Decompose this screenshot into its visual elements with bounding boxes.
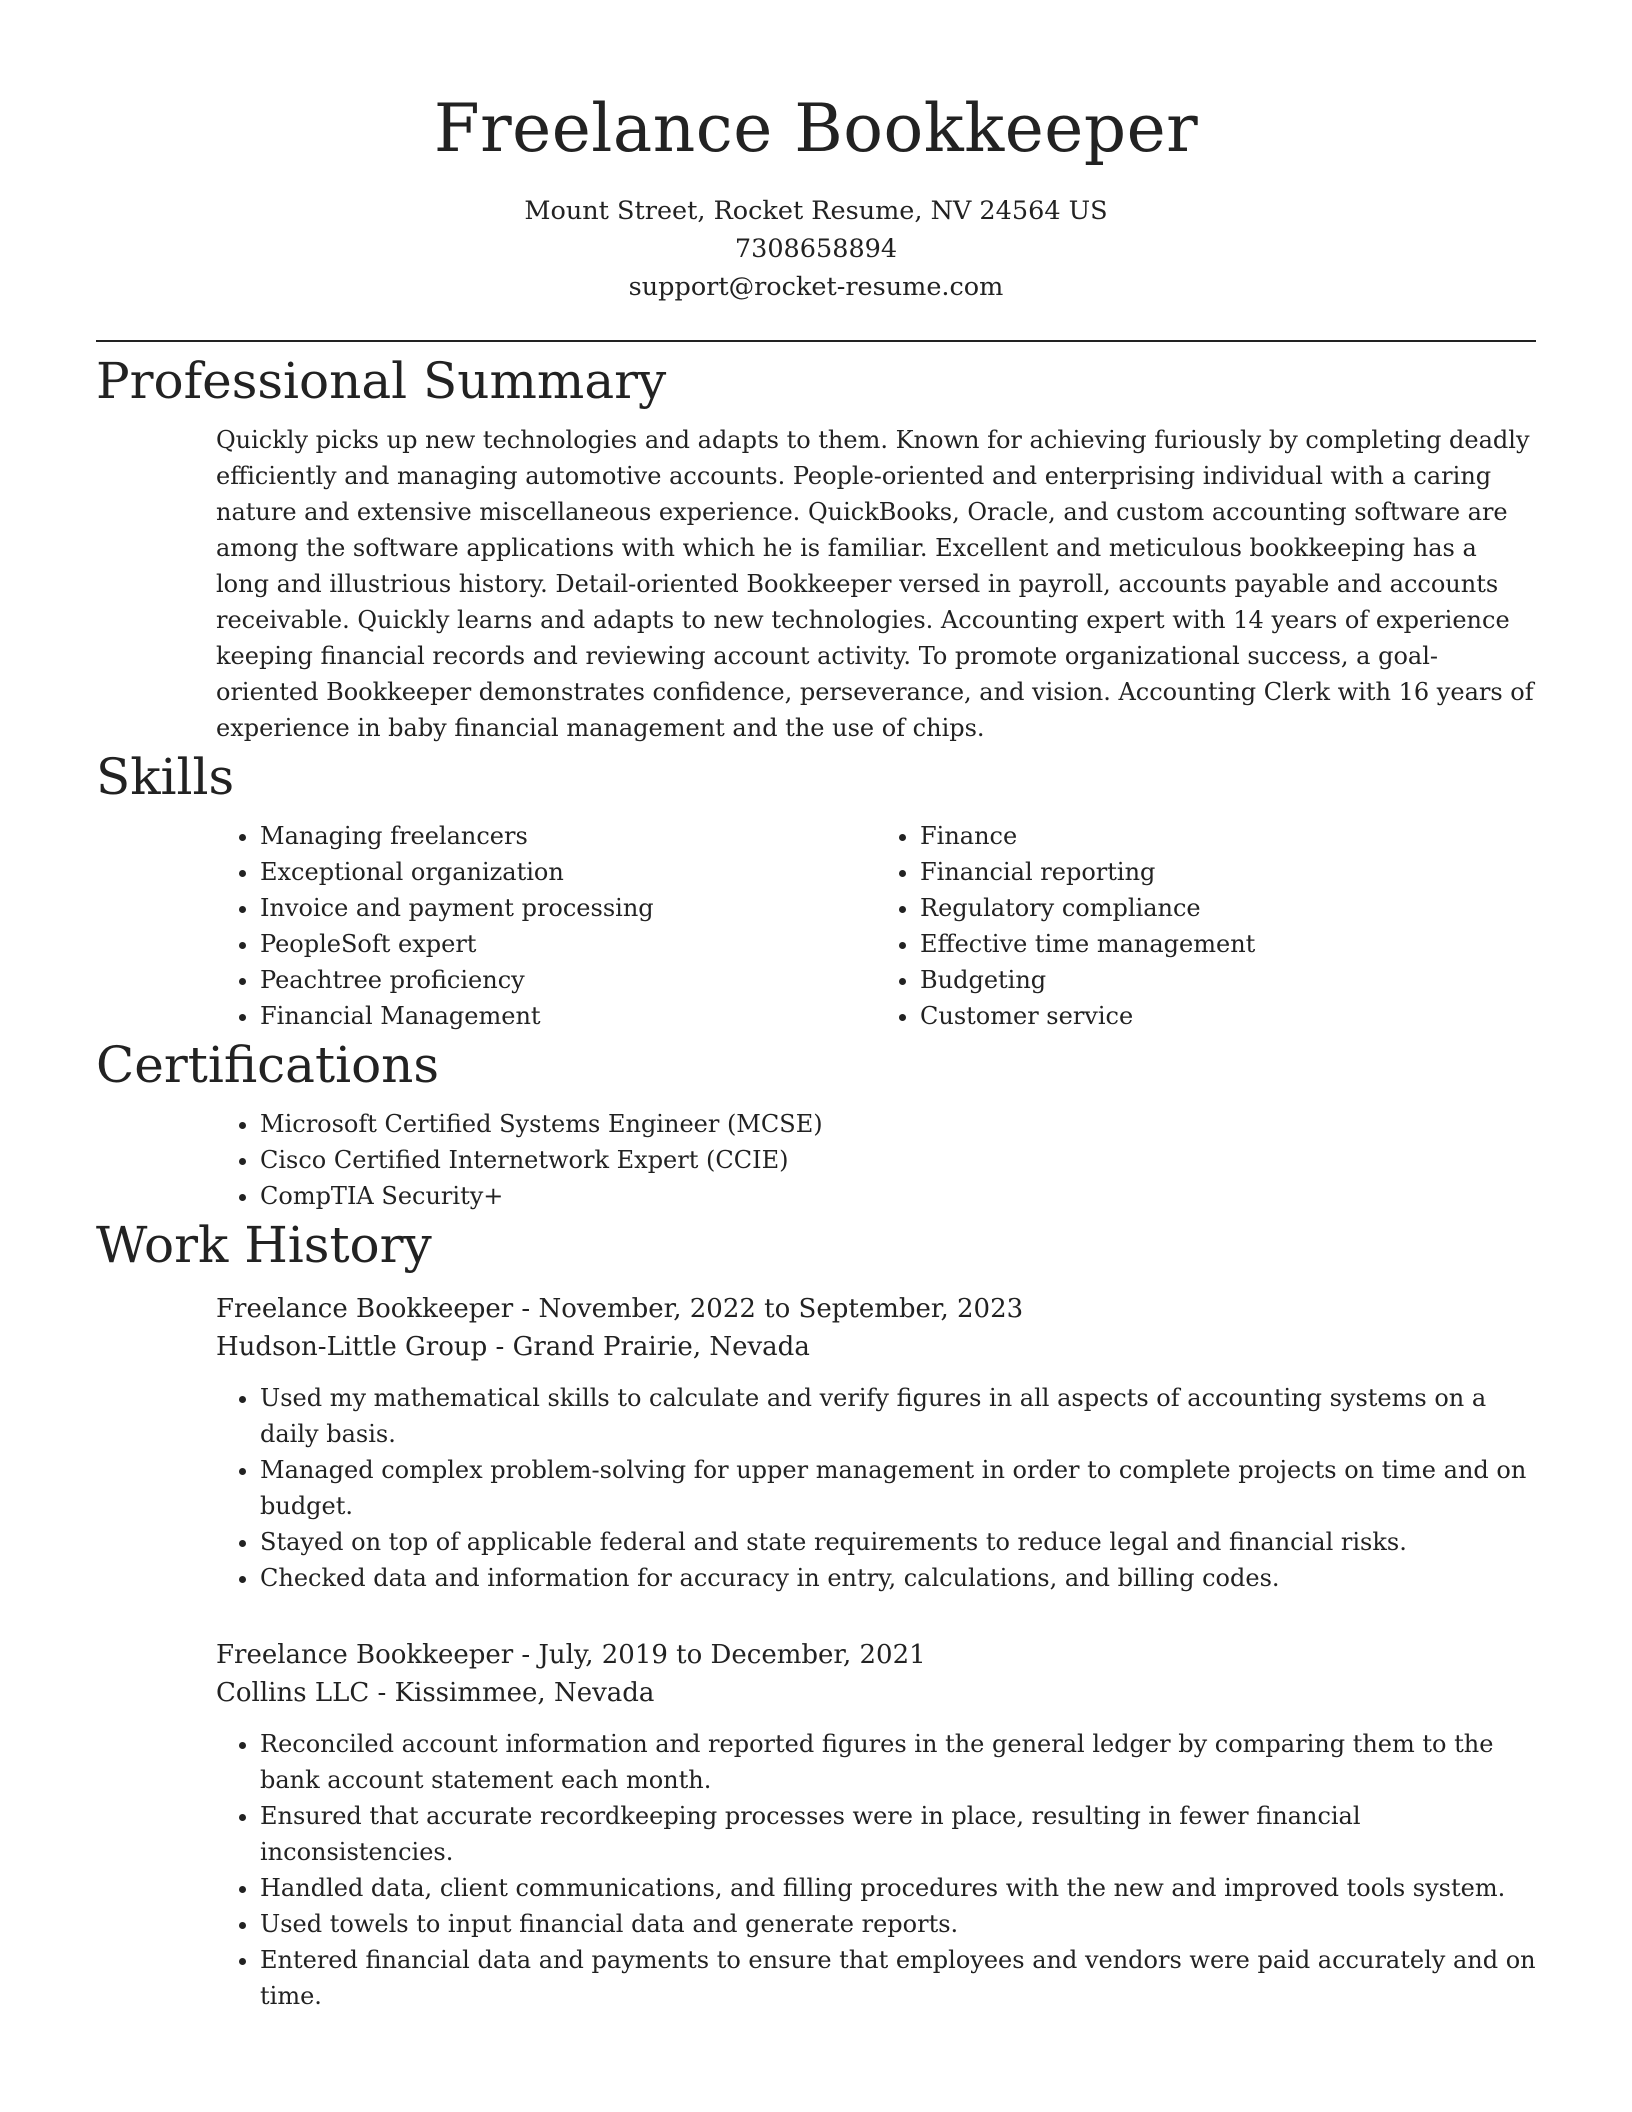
candidate-name: Freelance Bookkeeper [433,90,1199,167]
job-company-line [216,1328,1536,1366]
job-entry [216,1636,1536,2014]
skills-heading: Skills [96,748,235,806]
certification-item: • Microsoft Certified Systems Engineer (MCSE) [260,1106,1536,1142]
job-bullet: • Entered financial data and payments to ensure that employees and vendors were paid accurately and on time. [260,1942,1536,2014]
job-entry [216,1290,1536,1596]
job-company-line [216,1674,1536,1712]
certifications-section [96,1034,1536,1214]
job-bullet: • Used my mathematical skills to calculate and verify figures in all aspects of accounting systems on a daily basis. [260,1380,1536,1452]
certifications-list [216,1106,1536,1214]
work-history-section [96,1214,1536,2014]
job-bullet: • Handled data, client communications, and filling procedures with the new and improved tools system. [260,1870,1536,1906]
skills-list-left [216,818,876,1034]
phone: 7308658894 [734,234,898,264]
skill-item: • Financial reporting [920,854,1536,890]
address: Mount Street, Rocket Resume, NV 24564 US [524,196,1108,226]
job-bullets [216,1380,1536,1596]
job-bullet: • Managed complex problem-solving for upper management in order to complete projects on time and on budget. [260,1452,1536,1524]
skill-item: • Financial Management [260,998,876,1034]
skill-item: • Managing freelancers [260,818,876,854]
resume-header [96,0,1536,306]
skill-item: • PeopleSoft expert [260,926,876,962]
job-company: Hudson-Little Group [216,1332,488,1362]
skill-item: • Invoice and payment processing [260,890,876,926]
job-role: Freelance Bookkeeper [216,1294,514,1324]
certification-item: • Cisco Certified Internetwork Expert (CCIE) [260,1142,1536,1178]
work-history-heading: Work History [96,1216,432,1274]
job-bullet: • Checked data and information for accuracy in entry, calculations, and billing codes. [260,1560,1536,1596]
summary-text: Quickly picks up new technologies and adapts to them. Known for achieving furiously by completing deadly efficiently and managing automotive accounts. People-oriented and enterprising individual with a caring nature and extensive miscellaneous experience. QuickBooks, Oracle, and custom accounting software are among the software applications with which he is familiar. Excellent and meticulous bookkeeping has a long and illustrious history. Detail-oriented Bookkeeper versed in payroll, accounts payable and accounts receivable. Quickly learns and adapts to new technologies. Accounting expert with 14 years of experience keeping financial records and reviewing account activity. To promote organizational success, a goal-oriented Bookkeeper demonstrates confidence, perseverance, and vision. Accounting Clerk with 16 years of experience in baby financial management and the use of chips. [216,426,1534,742]
skill-item: • Customer service [920,998,1536,1034]
certification-item: • CompTIA Security+ [260,1178,1536,1214]
skill-item: • Regulatory compliance [920,890,1536,926]
skill-item: • Exceptional organization [260,854,876,890]
skill-item: • Effective time management [920,926,1536,962]
job-bullet: • Used towels to input financial data and generate reports. [260,1906,1536,1942]
job-role: Freelance Bookkeeper [216,1640,514,1670]
skill-item: • Finance [920,818,1536,854]
job-location: - Kissimmee, Nevada [369,1678,655,1708]
job-bullet: • Ensured that accurate recordkeeping processes were in place, resulting in fewer financial inconsistencies. [260,1798,1536,1870]
summary-section [96,350,1536,746]
job-company: Collins LLC [216,1678,370,1708]
job-bullet: • Reconciled account information and reported figures in the general ledger by comparing them to the bank account statement each month. [260,1726,1536,1798]
email: support@rocket-resume.com [628,272,1004,302]
summary-heading: Professional Summary [96,352,667,410]
certifications-heading: Certifications [96,1036,440,1094]
skills-section [96,746,1536,1034]
job-bullet: • Stayed on top of applicable federal and state requirements to reduce legal and financial risks. [260,1524,1536,1560]
job-dates: - November, 2022 to September, 2023 [513,1294,1024,1324]
job-title-line [216,1290,1536,1328]
skills-list-right [876,818,1536,1034]
skills-grid [216,818,1536,1034]
job-location: - Grand Prairie, Nevada [487,1332,810,1362]
skill-item: • Budgeting [920,962,1536,998]
job-bullets [216,1726,1536,2014]
skill-item: • Peachtree proficiency [260,962,876,998]
job-title-line [216,1636,1536,1674]
header-divider [96,340,1536,342]
job-dates: - July, 2019 to December, 2021 [513,1640,926,1670]
contact-info [96,192,1536,306]
